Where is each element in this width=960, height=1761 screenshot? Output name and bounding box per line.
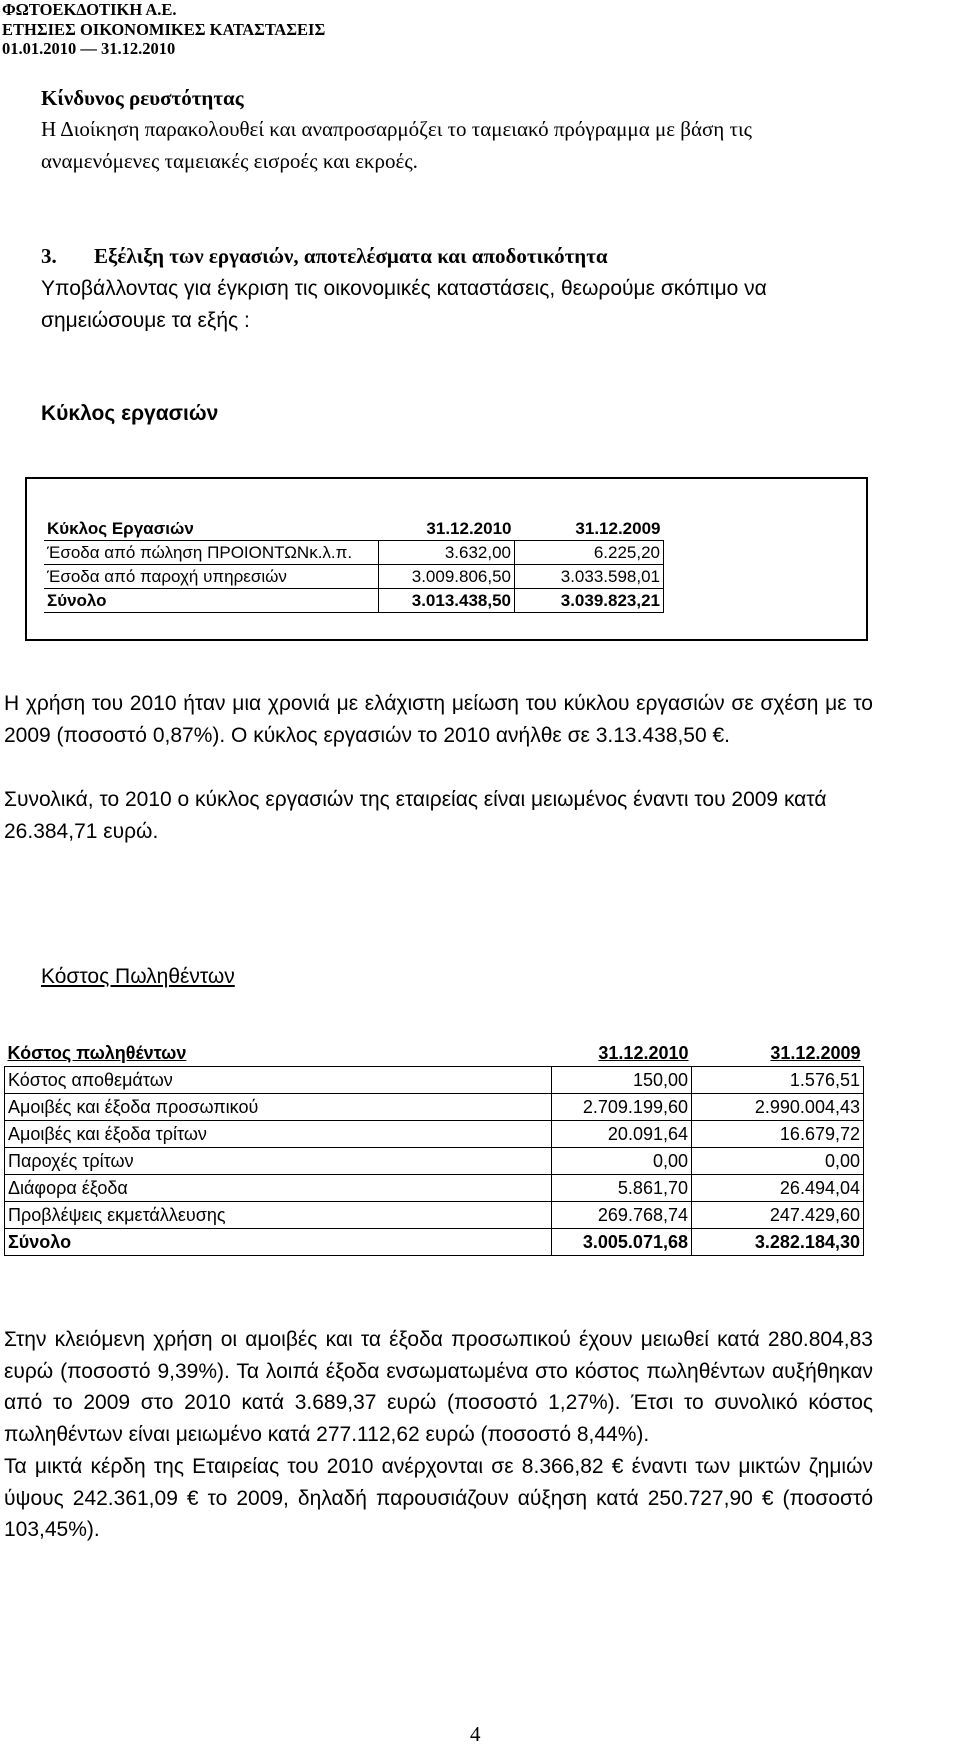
row-value-2009: 3.282.184,30 xyxy=(692,1229,864,1256)
cogs-paragraph-1: Στην κλειόμενη χρήση οι αμοιβές και τα έξοδα προσωπικού έχουν μειωθεί κατά 280.804,83 ευρώ (ποσοστό 9,39%). Τα λοιπά έξοδα ενσωματωμένα στο κόστος πωληθέντων αυξήθηκαν από το 2009 στο 2010 κατά 3.689,37 ευρώ (ποσοστό 1,27%). Έτσι το συνολικό κόστος πωληθέντων είναι μειωμένο κατά 277.112,62 ευρώ (ποσοστό 8,44%). xyxy=(4,1328,873,1446)
table-row xyxy=(5,1094,864,1121)
row-value-2009: 247.429,60 xyxy=(692,1202,864,1229)
liquidity-heading: Κίνδυνος ρευστότητας xyxy=(41,86,244,110)
row-label: Προβλέψεις εκμετάλλευσης xyxy=(5,1202,552,1229)
turnover-col-label: Κύκλος Εργασιών xyxy=(47,519,194,538)
turnover-table-frame xyxy=(25,477,868,641)
table-row xyxy=(5,1067,864,1094)
page-number: 4 xyxy=(470,1722,481,1746)
table-total-row xyxy=(44,589,664,613)
turnover-paragraph-1: Η χρήση του 2010 ήταν μια χρονιά με ελάχιστη μείωση του κύκλου εργασιών σε σχέση με το 2009 (ποσοστό 0,87%). Ο κύκλος εργασιών το 2010 ανήλθε σε 3.13.438,50 €. xyxy=(4,692,873,747)
turnover-heading: Κύκλος εργασιών xyxy=(41,402,219,425)
row-value-2010: 269.768,74 xyxy=(552,1202,692,1229)
row-value-2010: 20.091,64 xyxy=(552,1121,692,1148)
row-value-2010: 3.005.071,68 xyxy=(552,1229,692,1256)
row-value-2009: 16.679,72 xyxy=(692,1121,864,1148)
row-label: Διάφορα έξοδα xyxy=(5,1175,552,1202)
cogs-paragraph-2: Τα μικτά κέρδη της Εταιρείας του 2010 ανέρχονται σε 8.366,82 € έναντι των μικτών ζημιών ύψους 242.361,09 € το 2009, δηλαδή παρουσιάζουν αύξηση κατά 250.727,90 € (ποσοστό 103,45%). xyxy=(4,1455,873,1541)
document-period: 01.01.2010 — 31.12.2010 xyxy=(2,39,176,58)
row-label: Αμοιβές και έξοδα τρίτων xyxy=(5,1121,552,1148)
document-title: ΕΤΗΣΙΕΣ ΟΙΚΟΝΟΜΙΚΕΣ ΚΑΤΑΣΤΑΣΕΙΣ xyxy=(2,20,326,39)
table-total-row xyxy=(5,1229,864,1256)
cogs-heading: Κόστος Πωληθέντων xyxy=(41,965,235,988)
row-label: Έσοδα από πώληση ΠΡΟΙΟΝΤΩΝκ.λ.π. xyxy=(44,541,379,565)
table-row xyxy=(5,1202,864,1229)
table-row xyxy=(44,541,664,565)
company-name: ΦΩΤΟΕΚΔΟΤΙΚΗ Α.Ε. xyxy=(2,0,177,19)
row-value-2009: 3.033.598,01 xyxy=(515,565,664,589)
table-row xyxy=(44,565,664,589)
row-value-2010: 150,00 xyxy=(552,1067,692,1094)
table-row xyxy=(5,1121,864,1148)
turnover-table xyxy=(44,517,664,613)
table-row xyxy=(5,1148,864,1175)
row-value-2009: 2.990.004,43 xyxy=(692,1094,864,1121)
row-value-2009: 26.494,04 xyxy=(692,1175,864,1202)
cogs-col-2009: 31.12.2009 xyxy=(692,1040,864,1067)
section-heading: Εξέλιξη των εργασιών, αποτελέσματα και αποδοτικότητα xyxy=(94,244,608,268)
row-value-2009: 1.576,51 xyxy=(692,1067,864,1094)
turnover-col-2009: 31.12.2009 xyxy=(575,519,661,538)
row-label: Αμοιβές και έξοδα προσωπικού xyxy=(5,1094,552,1121)
cogs-table-header xyxy=(5,1040,864,1067)
row-label: Έσοδα από παροχή υπηρεσιών xyxy=(44,565,379,589)
row-label: Κόστος αποθεμάτων xyxy=(5,1067,552,1094)
row-value-2010: 3.009.806,50 xyxy=(379,565,515,589)
row-value-2010: 0,00 xyxy=(552,1148,692,1175)
row-value-2009: 3.039.823,21 xyxy=(515,589,664,613)
row-value-2009: 0,00 xyxy=(692,1148,864,1175)
turnover-table-header xyxy=(44,517,664,541)
cogs-table xyxy=(4,1040,864,1256)
cogs-col-label: Κόστος πωληθέντων xyxy=(5,1040,552,1067)
row-label: Σύνολο xyxy=(44,589,379,613)
row-value-2009: 6.225,20 xyxy=(515,541,664,565)
row-value-2010: 5.861,70 xyxy=(552,1175,692,1202)
table-row xyxy=(5,1175,864,1202)
row-value-2010: 3.632,00 xyxy=(379,541,515,565)
liquidity-text: Η Διοίκηση παρακολουθεί και αναπροσαρμόζει το ταμειακό πρόγραμμα με βάση τις αναμενόμενες ταμειακές εισροές και εκροές. xyxy=(41,117,752,173)
cogs-col-2010: 31.12.2010 xyxy=(552,1040,692,1067)
turnover-paragraph-2: Συνολικά, το 2010 ο κύκλος εργασιών της εταιρείας είναι μειωμένος έναντι του 2009 κατά 26.384,71 ευρώ. xyxy=(4,788,827,843)
turnover-col-2010: 31.12.2010 xyxy=(426,519,512,538)
section-number: 3. xyxy=(41,244,57,268)
row-value-2010: 2.709.199,60 xyxy=(552,1094,692,1121)
row-value-2010: 3.013.438,50 xyxy=(379,589,515,613)
row-label: Παροχές τρίτων xyxy=(5,1148,552,1175)
section-intro: Υποβάλλοντας για έγκριση τις οικονομικές καταστάσεις, θεωρούμε σκόπιμο να σημειώσουμε τα εξής : xyxy=(41,277,767,332)
row-label: Σύνολο xyxy=(5,1229,552,1256)
